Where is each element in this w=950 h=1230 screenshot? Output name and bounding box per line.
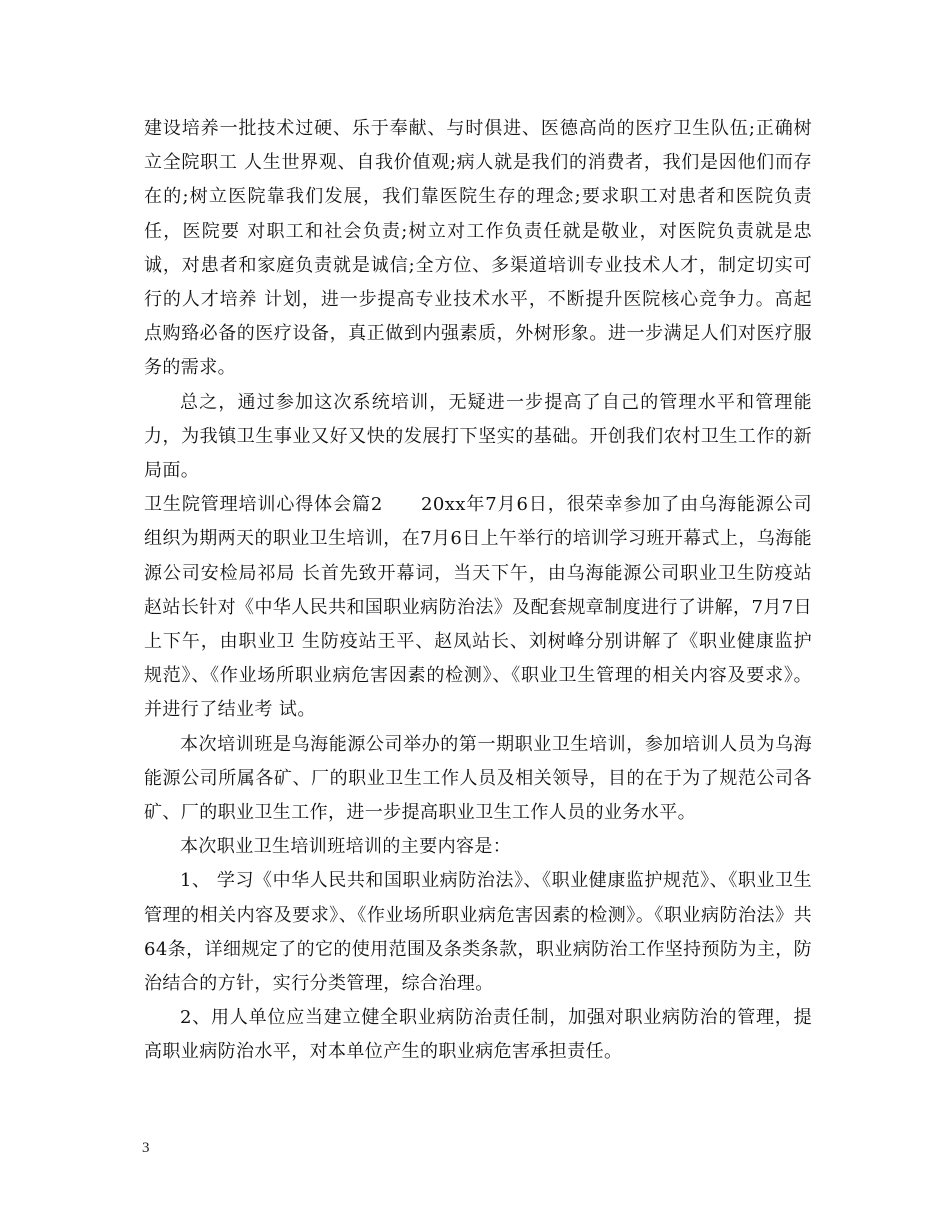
paragraph-article-2-intro: 卫生院管理培训心得体会篇2 20xx年7月6日，很荣幸参加了由乌海能源公司组织为期两天的职业卫生培训，在7月6日上午举行的培训学习班开幕式上，乌海能源公司安检局祁局 长首先致开幕词，当天下午，由乌海能源公司职业卫生防疫站赵站长针对《中华人民共和国职业病防治法》及配套规章制度进行了讲解，7月7日上下午，由职业卫 生防疫站王平、赵凤站长、刘树峰分别讲解了《职业健康监护规范》、《作业场所职业病危害因素的检测》、《职业卫生管理的相关内容及要求》。并进行了结业考 试。 (144, 494, 812, 721)
paragraph-hospital-goals: 建设培养一批技术过硬、乐于奉献、与时俱进、医德高尚的医疗卫生队伍;正确树立全院职工 人生世界观、自我价值观;病人就是我们的消费者，我们是因他们而存在的;树立医院靠我们发展，我们靠医院生存的理念;要求职工对患者和医院负责任，医院要 对职工和社会负责;树立对工作负责任就是敬业，对医院负责就是忠诚，对患者和家庭负责就是诚信;全方位、多渠道培训专业技术人才，制定切实可行的人才培养 计划，进一步提高专业技术水平，不断提升医院核心竞争力。高起点购臵必备的医疗设备，真正做到内强素质，外树形象。进一步满足人们对医疗服务的需求。 (144, 118, 812, 379)
paragraph-training-purpose: 本次培训班是乌海能源公司举办的第一期职业卫生培训，参加培训人员为乌海能源公司所属各矿、厂的职业卫生工作人员及相关领导，目的在于为了规范公司各矿、厂的职业卫生工作，进一步提高职业卫生工作人员的业务水平。 (144, 733, 812, 824)
paragraph-summary: 总之，通过参加这次系统培训，无疑进一步提高了自己的管理水平和管理能力，为我镇卫生事业又好又快的发展打下坚实的基础。开创我们农村卫生工作的新局面。 (144, 391, 812, 482)
document-body (144, 112, 812, 1070)
page-number: 3 (142, 1140, 150, 1156)
paragraph-item-1: 1、 学习《中华人民共和国职业病防治法》、《职业健康监护规范》、《职业卫生管理的相关内容及要求》、《作业场所职业病危害因素的检测》。《职业病防治法》共 64条，详细规定了的它的使用范围及条类条款，职业病防治工作坚持预防为主，防治结合的方针，实行分类管理，综合治理。 (144, 870, 812, 995)
paragraph-content-heading: 本次职业卫生培训班培训的主要内容是： (180, 836, 512, 858)
paragraph-item-2: 2、用人单位应当建立健全职业病防治责任制，加强对职业病防治的管理，提高职业病防治水平，对本单位产生的职业病危害承担责任。 (144, 1007, 812, 1063)
